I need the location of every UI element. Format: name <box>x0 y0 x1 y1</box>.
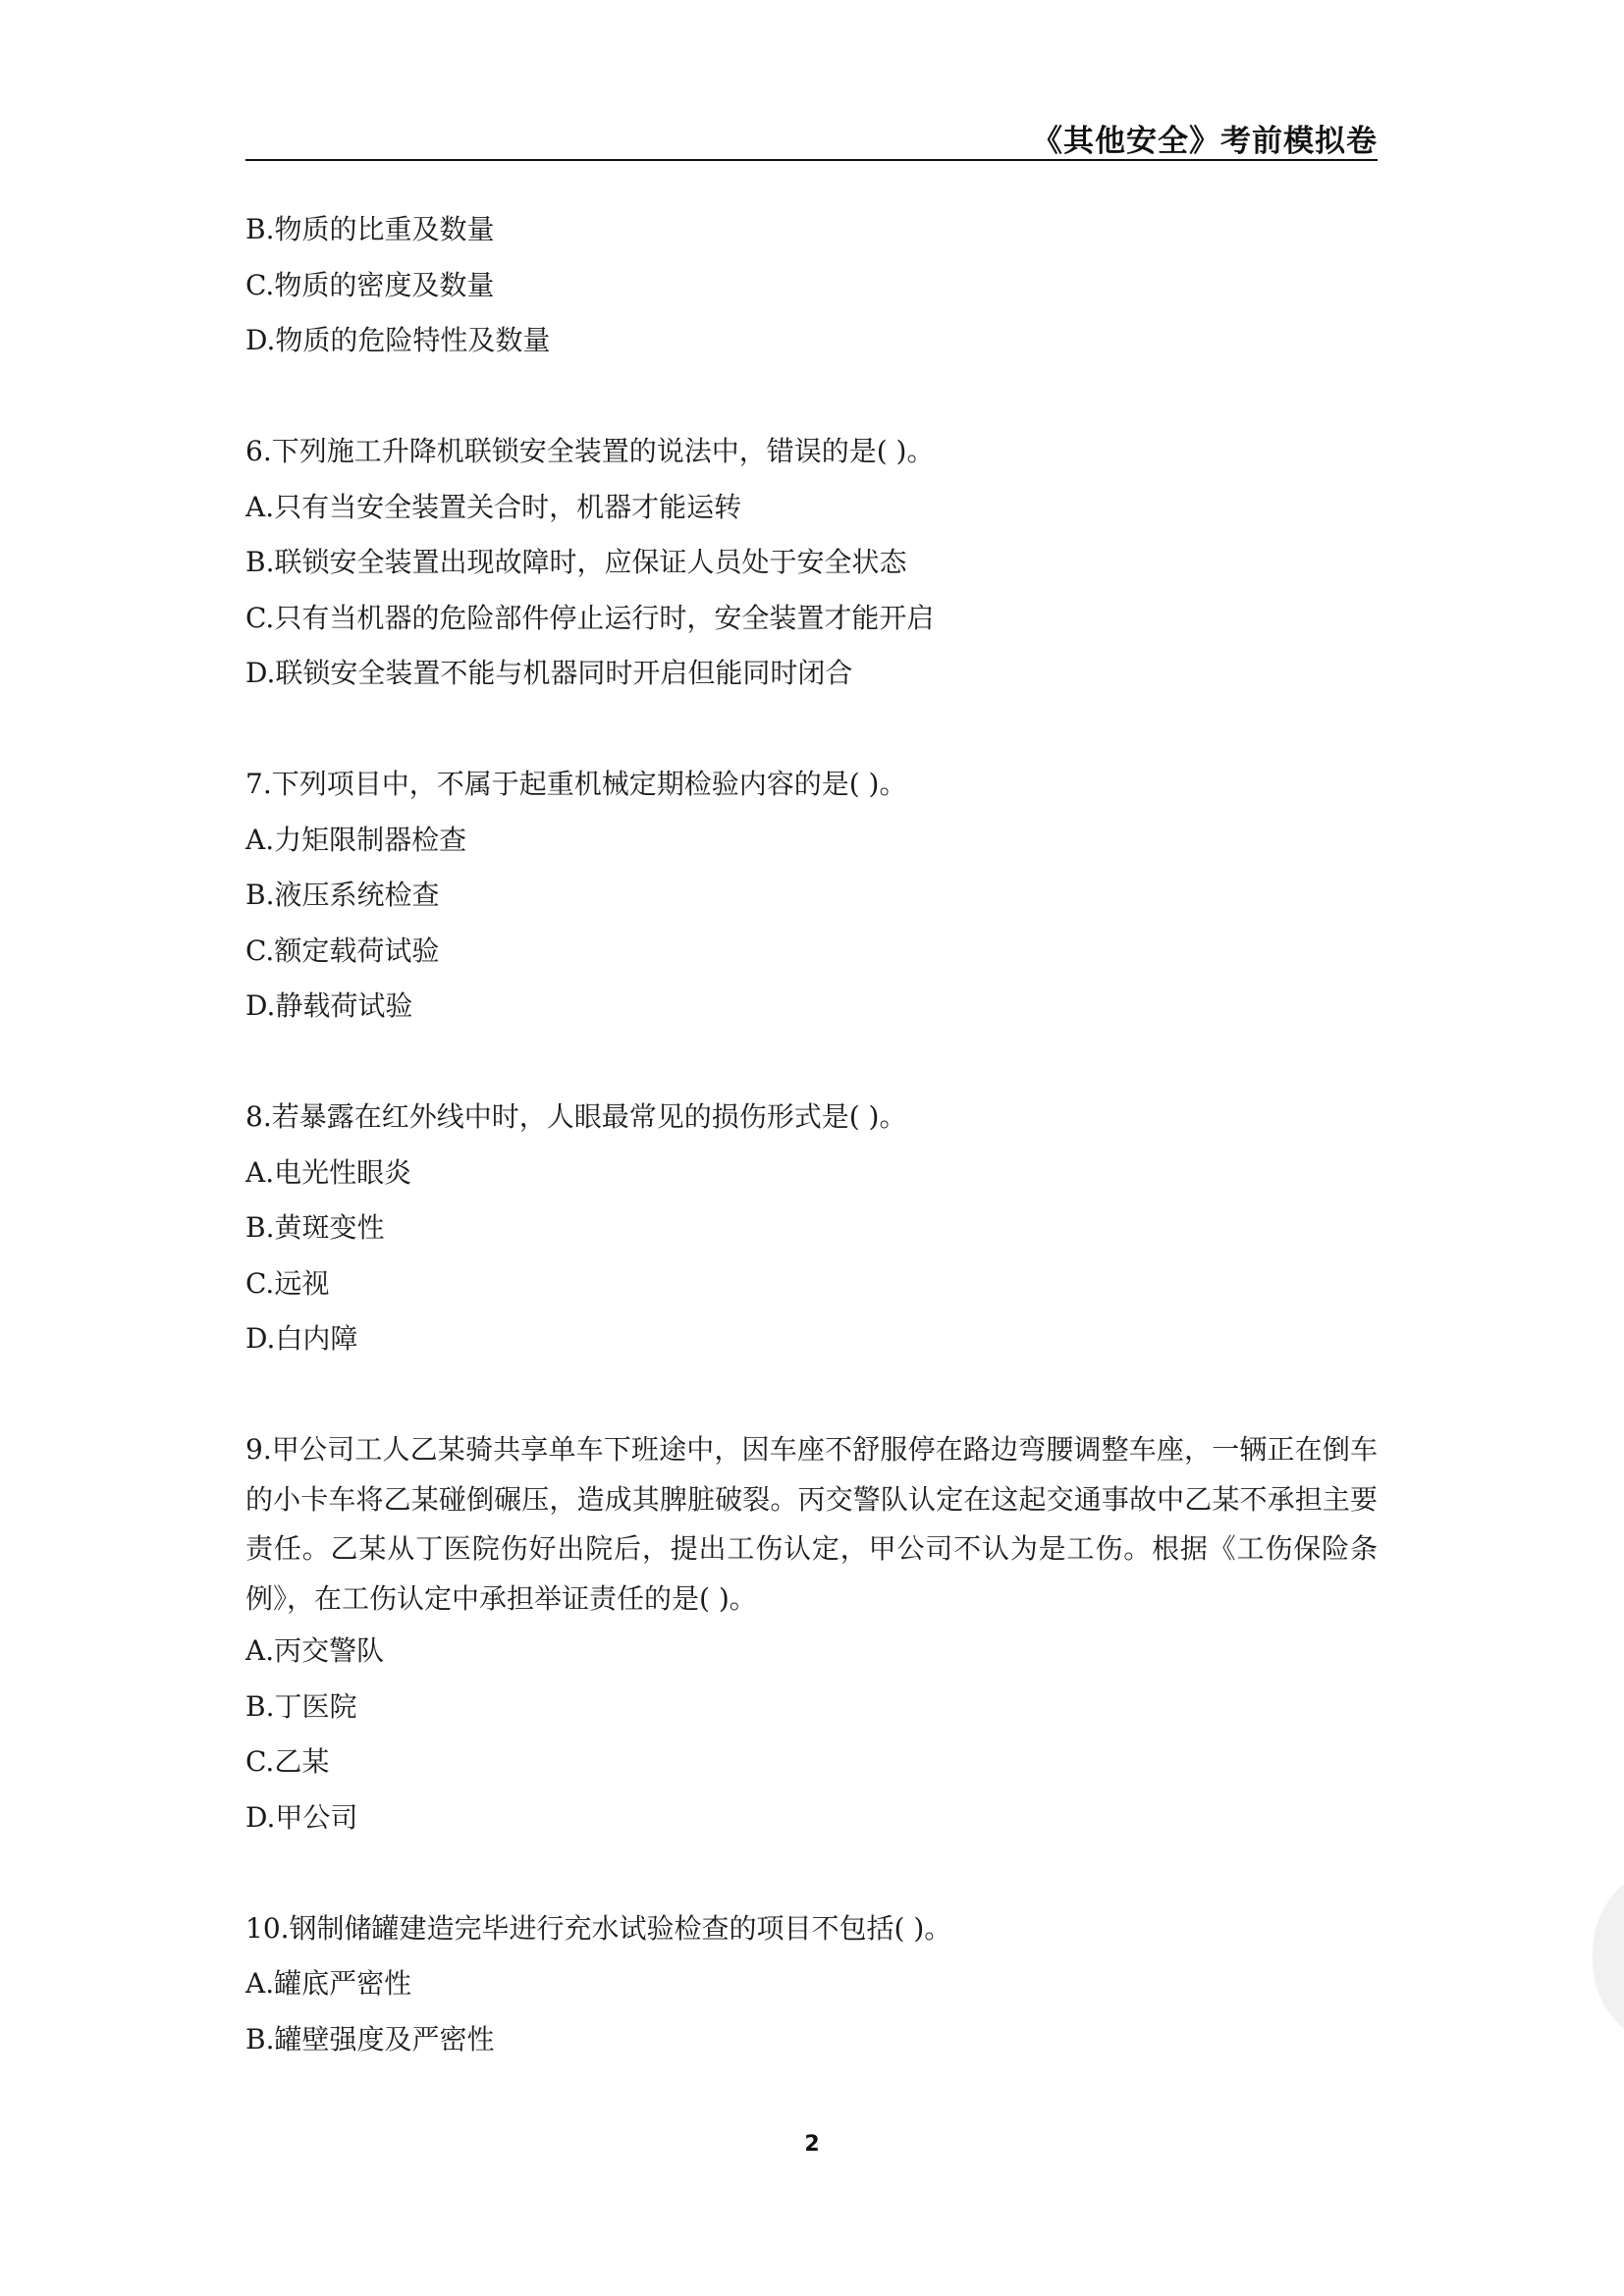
option-item: B.物质的比重及数量 <box>245 213 495 245</box>
question-stem: 10.钢制储罐建造完毕进行充水试验检查的项目不包括( )。 <box>245 1911 952 1945</box>
option-item: A.罐底严密性 <box>245 1967 412 2000</box>
page-number: 2 <box>804 2132 820 2157</box>
question-5-carryover-options <box>245 202 1378 369</box>
spacer <box>245 1845 1378 1901</box>
question-stem: 7.下列项目中，不属于起重机械定期检验内容的是( )。 <box>245 768 907 800</box>
option-item: D.物质的危险特性及数量 <box>245 324 551 356</box>
option-item: D.静载荷试验 <box>245 989 413 1022</box>
exam-content <box>245 202 1378 2067</box>
option-item: C.只有当机器的危险部件停止运行时，安全装置才能开启 <box>245 601 935 634</box>
document-header-title: 《其他安全》考前模拟卷 <box>1032 124 1378 159</box>
option-item: B.联锁安全装置出现故障时，应保证人员处于安全状态 <box>245 546 907 578</box>
question-8 <box>245 1090 1378 1367</box>
option-item: A.力矩限制器检查 <box>245 823 467 856</box>
spacer <box>245 369 1378 425</box>
option-item: D.白内障 <box>245 1322 358 1355</box>
question-9 <box>245 1425 1378 1845</box>
question-stem: 8.若暴露在红外线中时，人眼最常见的损伤形式是( )。 <box>245 1100 907 1133</box>
option-item: C.物质的密度及数量 <box>245 268 495 301</box>
option-item: A.电光性眼炎 <box>245 1155 412 1189</box>
spacer <box>245 1035 1378 1091</box>
option-item: D.联锁安全装置不能与机器同时开启但能同时闭合 <box>245 657 853 689</box>
option-item: A.只有当安全装置关合时，机器才能运转 <box>245 490 742 523</box>
header-divider <box>245 159 1378 161</box>
question-stem: 6.下列施工升降机联锁安全装置的说法中，错误的是( )。 <box>245 435 935 467</box>
option-item: C.乙某 <box>245 1745 330 1778</box>
option-item: A.丙交警队 <box>245 1634 385 1667</box>
option-item: B.黄斑变性 <box>245 1211 385 1244</box>
option-item: C.额定载荷试验 <box>245 934 440 967</box>
option-item: B.罐壁强度及严密性 <box>245 2022 495 2056</box>
question-10 <box>245 1901 1378 2068</box>
question-6 <box>245 424 1378 702</box>
option-item: C.远视 <box>245 1266 330 1300</box>
spacer <box>245 1367 1378 1423</box>
question-stem: 9.甲公司工人乙某骑共享单车下班途中，因车座不舒服停在路边弯腰调整车座，一辆正在倒车的小卡车将乙某碰倒碾压，造成其脾脏破裂。丙交警队认定在这起交通事故中乙某不承担主要责任。乙某从丁医院伤好出院后，提出工伤认定，甲公司不认为是工伤。根据《工伤保险条例》，在工伤认定中承担举证责任的是( )。 <box>245 1433 1378 1615</box>
side-scroll-handle[interactable] <box>1593 1863 1624 2050</box>
option-item: D.甲公司 <box>245 1800 358 1834</box>
option-item: B.液压系统检查 <box>245 879 440 911</box>
spacer <box>245 702 1378 758</box>
question-7 <box>245 757 1378 1035</box>
option-item: B.丁医院 <box>245 1689 357 1723</box>
